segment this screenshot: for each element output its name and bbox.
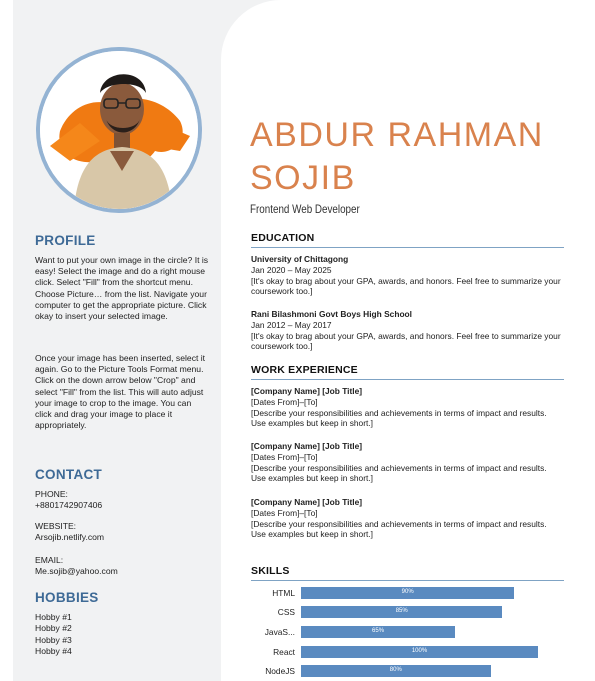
skill-bar bbox=[301, 665, 491, 677]
job-title: Frontend Web Developer bbox=[250, 202, 360, 216]
skill-value-label: 100% bbox=[411, 648, 428, 654]
education-entry bbox=[251, 309, 561, 352]
website-label: WEBSITE: bbox=[35, 521, 77, 531]
work-desc: [Describe your responsibilities and achievements in terms of impact and results. Use examples but keep in short.] bbox=[251, 462, 547, 484]
skill-label: JavaS... bbox=[264, 627, 295, 637]
decorative-curve bbox=[221, 0, 341, 110]
work-dates: [Dates From]–[To] bbox=[251, 451, 318, 462]
work-desc: [Describe your responsibilities and achievements in terms of impact and results. Use examples but keep in short.] bbox=[251, 407, 547, 429]
skill-bar bbox=[301, 646, 538, 658]
phone-value: +8801742907406 bbox=[35, 500, 103, 510]
work-title: [Company Name] [Job Title] bbox=[251, 386, 363, 396]
email-link[interactable]: Me.sojib@yahoo.com bbox=[35, 566, 118, 576]
hobby-item: Hobby #4 bbox=[35, 646, 72, 656]
skill-label: React bbox=[273, 647, 295, 657]
skill-row bbox=[251, 626, 571, 640]
work-title: [Company Name] [Job Title] bbox=[251, 497, 363, 507]
name-second-line: SOJIB bbox=[250, 159, 356, 197]
hobby-item: Hobby #2 bbox=[35, 623, 72, 633]
email-label: EMAIL: bbox=[35, 555, 64, 565]
skill-row bbox=[251, 587, 571, 601]
skill-value-label: 90% bbox=[401, 589, 414, 595]
education-entry bbox=[251, 254, 561, 297]
profile-text-2: Once your image has been inserted, select it again. Go to the Picture Tools Format menu. Click on the down arrow below "Crop" and select "Fill" from the list. This will auto adjust your image to crop to the image. You can click and drag your image to place it appropriately. bbox=[35, 353, 206, 431]
skill-row bbox=[251, 665, 571, 679]
education-dates: Jan 2020 – May 2025 bbox=[251, 264, 332, 275]
website-link[interactable]: Arsojib.netlify.com bbox=[35, 532, 105, 542]
education-desc: [It's okay to brag about your GPA, awards, and honors. Feel free to summarize your coursework too.] bbox=[251, 275, 561, 297]
profile-text-1: Want to put your own image in the circle? It is easy! Select the image and do a right mouse click. Select "Fill" from the shortcut menu. Choose Picture… from the list. Navigate your computer to get the appropriate picture. Click okay to insert your selected image. bbox=[35, 255, 209, 322]
contact-heading: CONTACT bbox=[35, 467, 103, 482]
skill-value-label: 65% bbox=[372, 628, 385, 634]
skill-row bbox=[251, 606, 571, 620]
work-title: [Company Name] [Job Title] bbox=[251, 441, 363, 451]
skill-value-label: 80% bbox=[389, 667, 402, 673]
work-entry bbox=[251, 497, 561, 540]
skills-heading: SKILLS bbox=[251, 565, 564, 581]
education-desc: [It's okay to brag about your GPA, awards, and honors. Feel free to summarize your coursework too.] bbox=[251, 330, 561, 352]
phone-label: PHONE: bbox=[35, 489, 68, 499]
skill-value-label: 85% bbox=[395, 608, 408, 614]
skill-bar bbox=[301, 587, 514, 599]
skill-row bbox=[251, 646, 571, 660]
skill-bar bbox=[301, 626, 455, 638]
hobby-item: Hobby #1 bbox=[35, 612, 72, 622]
skill-label: NodeJS bbox=[265, 666, 295, 676]
hobbies-heading: HOBBIES bbox=[35, 590, 99, 605]
hobby-item: Hobby #3 bbox=[35, 635, 72, 645]
work-entry bbox=[251, 441, 561, 484]
work-dates: [Dates From]–[To] bbox=[251, 396, 318, 407]
work-heading: WORK EXPERIENCE bbox=[251, 364, 564, 380]
skill-bar bbox=[301, 606, 502, 618]
name-first-line: ABDUR RAHMAN bbox=[250, 116, 544, 154]
education-heading: EDUCATION bbox=[251, 232, 564, 248]
education-dates: Jan 2012 – May 2017 bbox=[251, 319, 332, 330]
skill-label: HTML bbox=[272, 588, 295, 598]
work-dates: [Dates From]–[To] bbox=[251, 507, 318, 518]
work-entry bbox=[251, 386, 561, 429]
school-name: Rani Bilashmoni Govt Boys High School bbox=[251, 309, 413, 319]
photo-image bbox=[40, 51, 198, 209]
profile-photo bbox=[36, 47, 202, 213]
skill-label: CSS bbox=[277, 607, 295, 617]
school-name: University of Chittagong bbox=[251, 254, 349, 264]
work-desc: [Describe your responsibilities and achievements in terms of impact and results. Use examples but keep in short.] bbox=[251, 518, 547, 540]
profile-heading: PROFILE bbox=[35, 233, 96, 248]
